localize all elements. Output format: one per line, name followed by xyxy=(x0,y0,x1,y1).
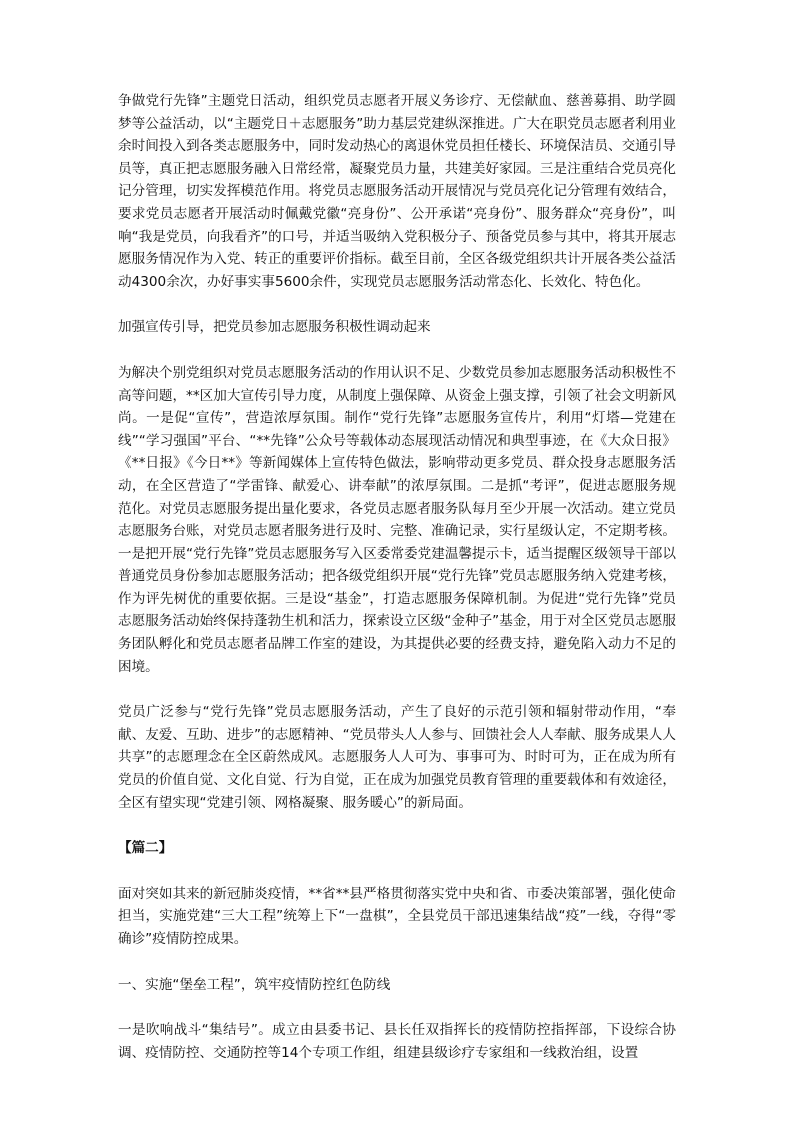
paragraph-volunteer-effect: 党员广泛参与“党行先锋”党员志愿服务活动，产生了良好的示范引领和辐射带动作用，“奉献、友爱、互助、进步”的志愿精神、“党员带头人人参与、回馈社会人人奉献、服务成果人人共享”的志愿理念在全区蔚然成风。志愿服务人人可为、事事可为、时时可为，正在成为所有党员的价值自觉、文化自觉、行为自觉，正在成为加强党员教育管理的重要载体和有效途径，全区有望实现“党建引领、网格凝聚、服务暖心”的新局面。 xyxy=(118,704,676,811)
section-heading-fortress-project: 一、实施“堡垒工程”，筑牢疫情防控红色防线 xyxy=(118,976,391,993)
paragraph-volunteer-activities: 争做党行先锋”主题党日活动，组织党员志愿者开展义务诊疗、无偿献血、慈善募捐、助学圆梦等公益活动，以“主题党日＋志愿服务”助力基层党建纵深推进。广大在职党员志愿者利用业余时间投入到各类志愿服务中，同时发动热心的离退休党员担任楼长、环境保洁员、交通引导员等，真正把志愿服务融入日常经常，凝聚党员力量，共建美好家园。三是注重结合党员亮化记分管理，切实发挥模范作用。将党员志愿服务活动开展情况与党员亮化记分管理有效结合，要求党员志愿者开展活动时佩戴党徽“亮身份”、公开承诺“亮身份”、服务群众“亮身份”，叫响“我是党员，向我看齐”的口号，并适当吸纳入党积极分子、预备党员参与其中，将其开展志愿服务情况作为入党、转正的重要评价指标。截至目前，全区各级党组织共计开展各类公益活动4300余次，办好事实事5600余件，实现党员志愿服务活动常态化、长效化、特色化。 xyxy=(118,93,676,290)
paragraph-publicity-guidance: 为解决个别党组织对党员志愿服务活动的作用认识不足、少数党员参加志愿服务活动积极性不高等问题，**区加大宣传引导力度，从制度上强保障、从资金上强支撑，引领了社会文明新风尚。一是促“宣传”，营造浓厚氛围。制作“党行先锋”志愿服务宣传片，利用“灯塔—党建在线”“学习强国”平台、“**先锋”公众号等载体动态展现活动情况和典型事迹，在《大众日报》《**日报》《今日**》等新闻媒体上宣传特色做法，影响带动更多党员、群众投身志愿服务活动，在全区营造了“学雷锋、献爱心、讲奉献”的浓厚氛围。二是抓“考评”，促进志愿服务规范化。对党员志愿服务提出量化要求，各党员志愿者服务队每月至少开展一次活动。建立党员志愿服务台账，对党员志愿者服务进行及时、完整、准确记录，实行星级认定，不定期考核。一是把开展“党行先锋”党员志愿服务写入区委常委党建温馨提示卡，适当提醒区级领导干部以普通党员身份参加志愿服务活动；把各级党组织开展“党行先锋”党员志愿服务纳入党建考核，作为评先树优的重要依据。三是设“基金”，打造志愿服务保障机制。为促进“党行先锋”党员志愿服务活动始终保持蓬勃生机和活力，探索设立区级“金种子”基金，用于对全区党员志愿服务团队孵化和党员志愿者品牌工作室的建设，为其提供必要的经费支持，避免陷入动力不足的困境。 xyxy=(118,364,676,675)
part-two-heading: 【篇二】 xyxy=(118,840,173,857)
document-page xyxy=(118,90,676,1087)
paragraph-epidemic-intro: 面对突如其来的新冠肺炎疫情，**省**县严格贯彻落实党中央和省、市委决策部署，强化使命担当，实施党建“三大工程”统筹上下“一盘棋”，全县党员干部迅速集结战“疫”一线，夺得“零确诊”疫情防控成果。 xyxy=(118,885,676,947)
paragraph-assembly-call: 一是吹响战斗“集结号”。成立由县委书记、县长任双指挥长的疫情防控指挥部，下设综合协调、疫情防控、交通防控等14个专项工作组，组建县级诊疗专家组和一线救治组，设置 xyxy=(118,1022,676,1061)
section-heading-publicity: 加强宣传引导，把党员参加志愿服务积极性调动起来 xyxy=(118,319,431,336)
